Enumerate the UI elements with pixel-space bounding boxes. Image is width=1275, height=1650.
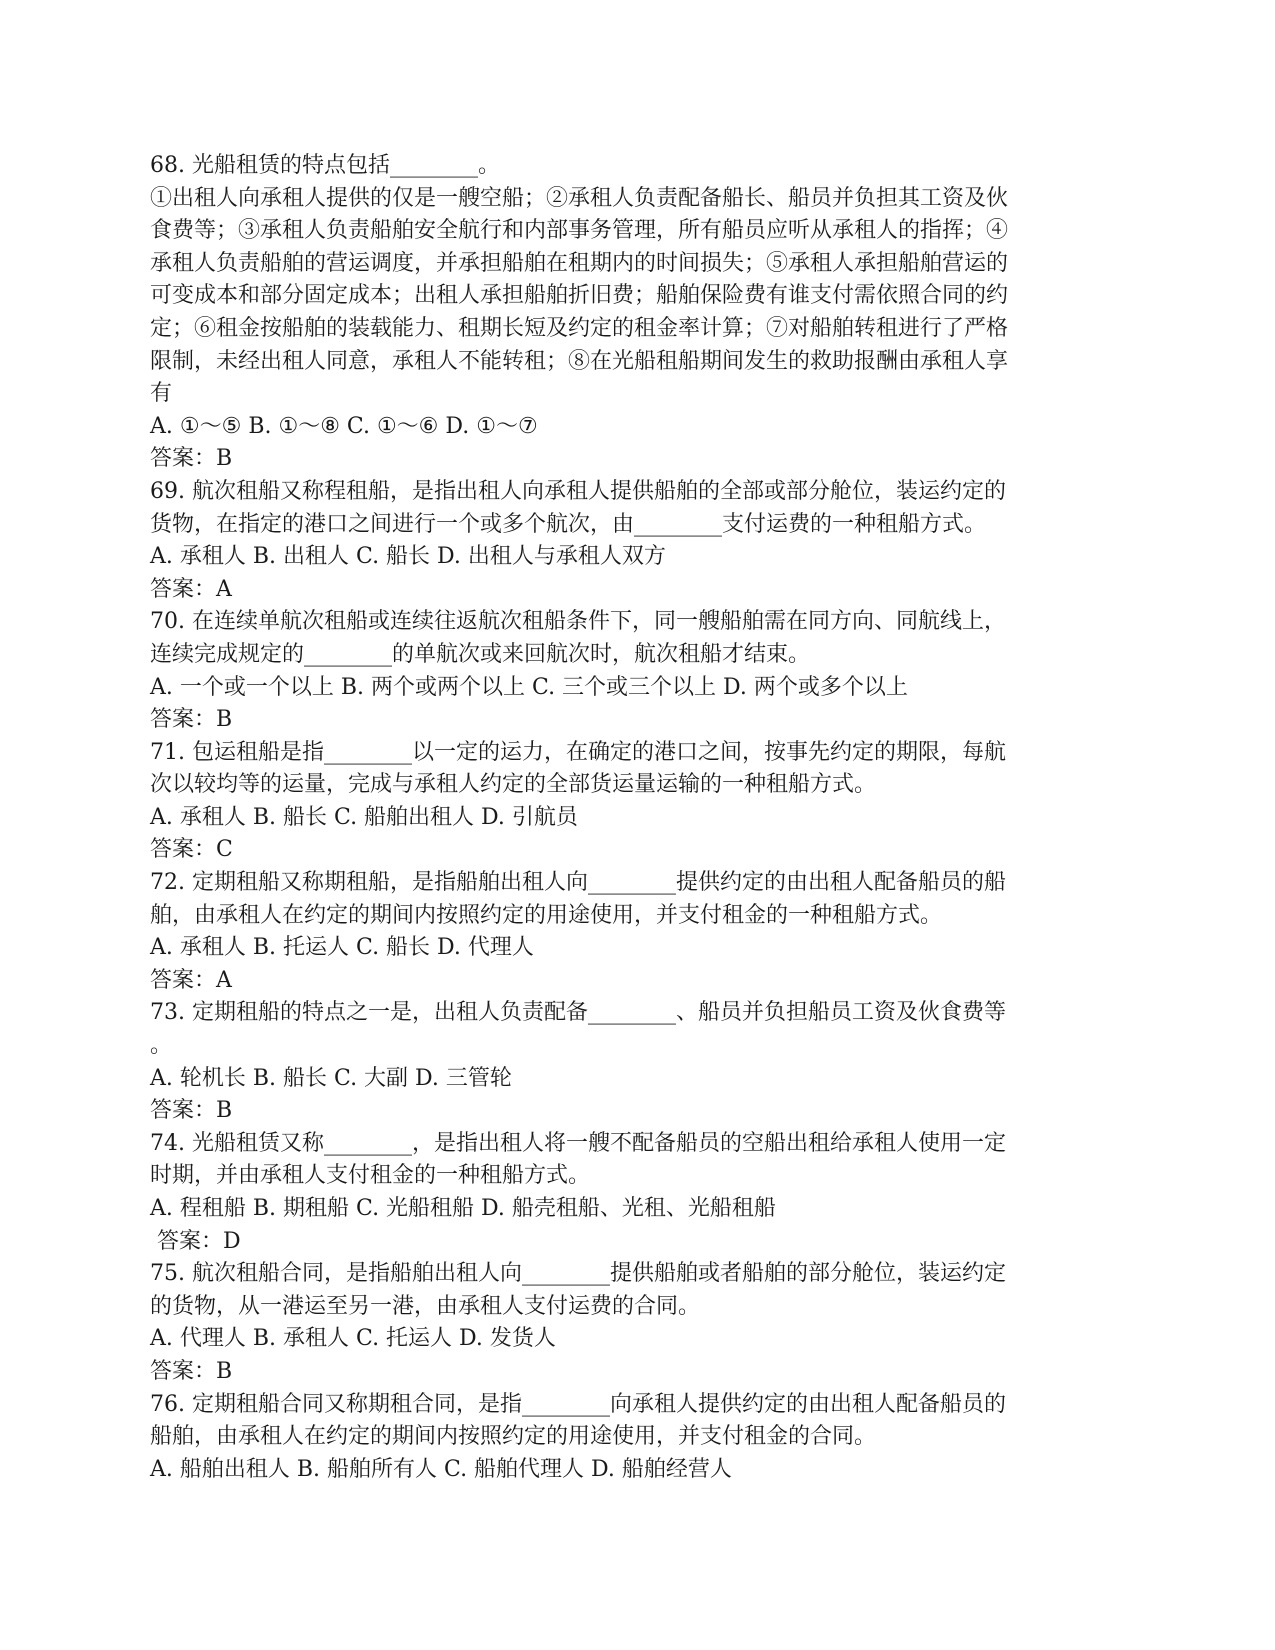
text-line: 舶，由承租人在约定的期间内按照约定的用途使用，并支付租金的一种租船方式。	[150, 902, 943, 928]
text-line: 货物，在指定的港口之间进行一个或多个航次，由________支付运费的一种租船方式。	[150, 511, 987, 537]
text-line: 定；⑥租金按船舶的装载能力、租期长短及约定的租金率计算；⑦对船舶转租进行了严格	[150, 315, 1009, 341]
text-line: A. 程租船 B. 期租船 C. 光船租船 D. 船壳租船、光租、光船租船	[150, 1196, 776, 1221]
text-line: 74. 光船租赁又称________，是指出租人将一艘不配备船员的空船出租给承租人使用一定	[150, 1130, 1006, 1156]
text-line: 次以较均等的运量，完成与承租人约定的全部货运量运输的一种租船方式。	[150, 772, 877, 798]
text-line: 船舶，由承租人在约定的期间内按照约定的用途使用，并支付租金的合同。	[150, 1424, 877, 1450]
text-line: 的货物，从一港运至另一港，由承租人支付运费的合同。	[150, 1293, 701, 1319]
text-line: 。	[150, 1033, 173, 1059]
text-line: A. 船舶出租人 B. 船舶所有人 C. 船舶代理人 D. 船舶经营人	[150, 1456, 732, 1482]
text-line: 承租人负责船舶的营运调度，并承担船舶在租期内的时间损失；⑤承租人承担船舶营运的	[150, 250, 1009, 276]
text-line: A. 承租人 B. 托运人 C. 船长 D. 代理人	[150, 935, 534, 961]
text-line: 可变成本和部分固定成本；出租人承担船舶折旧费；船舶保险费有谁支付需依照合同的约	[150, 283, 1009, 309]
text-line: 答案：B	[150, 1098, 233, 1124]
text-line: A. 一个或一个以上 B. 两个或两个以上 C. 三个或三个以上 D. 两个或多个以上	[150, 674, 908, 700]
text-line: A. 承租人 B. 船长 C. 船舶出租人 D. 引航员	[150, 804, 578, 830]
text-line: 有	[150, 381, 173, 407]
text-line: 连续完成规定的________的单航次或来回航次时，航次租船才结束。	[150, 641, 811, 667]
text-line: 答案：A	[150, 576, 232, 602]
text-line: 答案：B	[150, 1358, 233, 1384]
text-line: 时期，并由承租人支付租金的一种租船方式。	[150, 1163, 591, 1189]
text-line: 76. 定期租船合同又称期租合同，是指________向承租人提供约定的由出租人配备船员的	[150, 1391, 1006, 1417]
text-line: A. 轮机长 B. 船长 C. 大副 D. 三管轮	[150, 1065, 512, 1091]
text-line: 答案：B	[150, 446, 233, 472]
text-line: 73. 定期租船的特点之一是，出租人负责配备________、船员并负担船员工资及伙食费等	[150, 1000, 1006, 1026]
text-line: 68. 光船租赁的特点包括________。	[150, 153, 500, 178]
text-line: 限制，未经出租人同意，承租人不能转租；⑧在光船租船期间发生的救助报酬由承租人享	[150, 348, 1009, 374]
text-line: A. 代理人 B. 承租人 C. 托运人 D. 发货人	[150, 1326, 556, 1352]
text-line: 70. 在连续单航次租船或连续往返航次租船条件下，同一艘船舶需在同方向、同航线上，	[150, 609, 1006, 635]
text-line: 答案：C	[150, 837, 233, 863]
text-line: 答案：B	[150, 707, 233, 733]
text-line: ①出租人向承租人提供的仅是一艘空船；②承租人负责配备船长、船员并负担其工资及伙	[150, 185, 1009, 211]
text-line: 75. 航次租船合同，是指船舶出租人向________提供船舶或者船舶的部分舱位，装运约定	[150, 1261, 1006, 1287]
text-line: 71. 包运租船是指________以一定的运力，在确定的港口之间，按事先约定的期限，每航	[150, 739, 1006, 765]
text-line: A. ①～⑤ B. ①～⑧ C. ①～⑥ D. ①～⑦	[150, 413, 538, 439]
document-body	[150, 150, 1130, 1486]
text-line: 72. 定期租船又称期租船，是指船舶出租人向________提供约定的由出租人配备船员的船	[150, 870, 1006, 896]
text-line: 答案：D	[150, 1228, 241, 1254]
text-line: 69. 航次租船又称程租船，是指出租人向承租人提供船舶的全部或部分舱位，装运约定的	[150, 478, 1006, 504]
text-line: 食费等；③承租人负责船舶安全航行和内部事务管理，所有船员应听从承租人的指挥；④	[150, 218, 1009, 244]
text-line: A. 承租人 B. 出租人 C. 船长 D. 出租人与承租人双方	[150, 544, 666, 570]
text-line: 答案：A	[150, 967, 232, 993]
